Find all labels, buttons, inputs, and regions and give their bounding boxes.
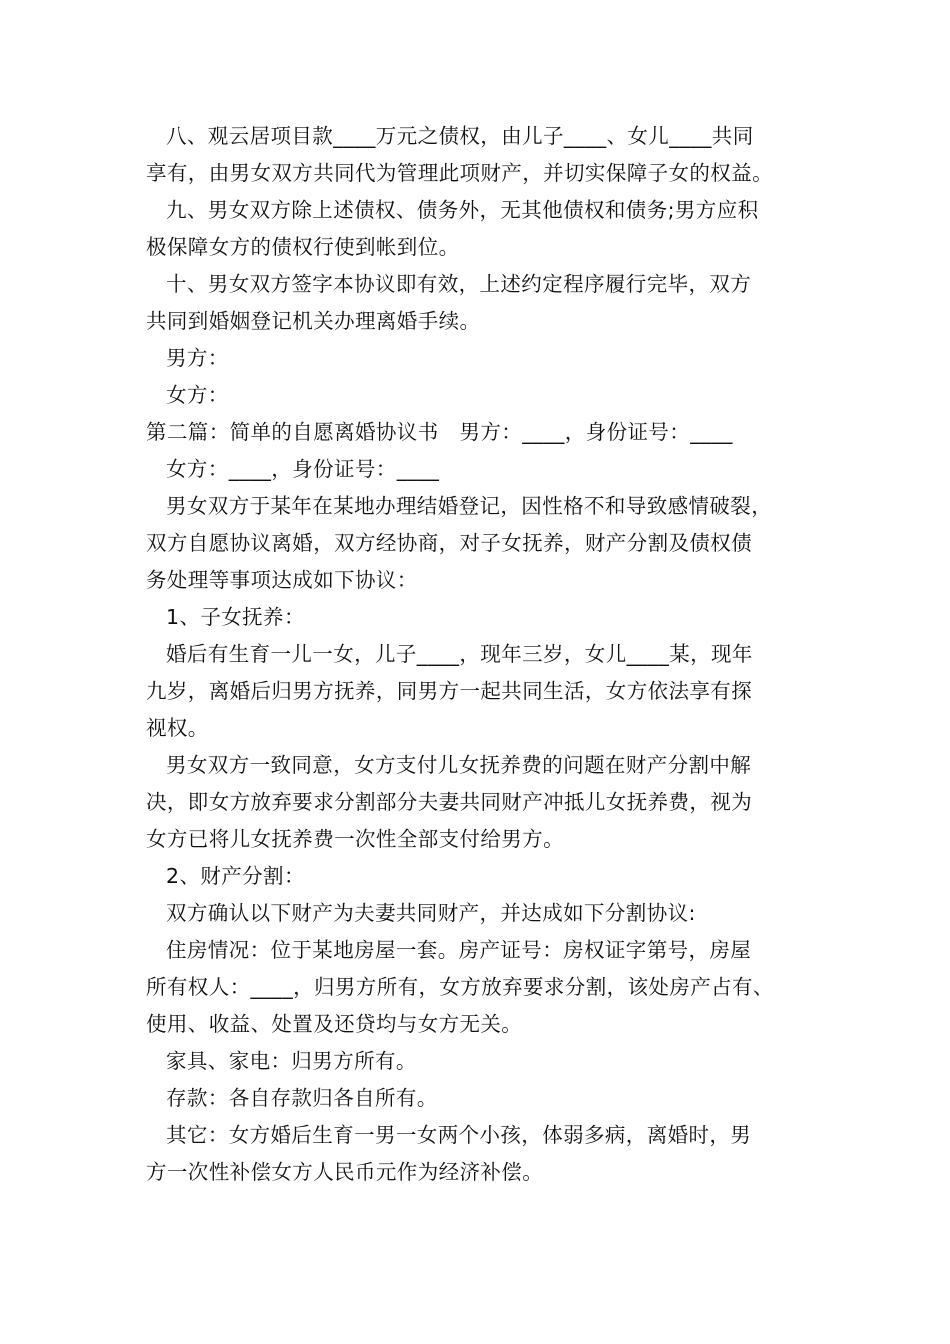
text-line: 极保障女方的债权行使到帐到位。 (146, 235, 460, 259)
text-line: 享有，由男女双方共同代为管理此项财产，并切实保障子女的权益。 (146, 161, 773, 185)
text-line: 存款：各自存款归各自所有。 (166, 1086, 438, 1110)
text-line: 八、观云居项目款____万元之债权，由儿子____、女儿____共同 (166, 124, 754, 148)
text-line: 男女双方一致同意，女方支付儿女抚养费的问题在财产分割中解 (166, 753, 752, 777)
text-line: 务处理等事项达成如下协议： (146, 568, 418, 592)
text-line: 女方：____，身份证号：____ (166, 457, 440, 481)
text-line: 家具、家电：归男方所有。 (166, 1049, 417, 1073)
document-body (146, 118, 816, 1191)
text-line: 方一次性补偿女方人民币元作为经济补偿。 (146, 1160, 544, 1184)
text-line: 共同到婚姻登记机关办理离婚手续。 (146, 309, 481, 333)
text-line: 九岁，离婚后归男方抚养，同男方一起共同生活，女方依法享有探 (146, 679, 753, 703)
text-line: 所有权人：____，归男方所有，女方放弃要求分割，该处房产占有、 (146, 975, 774, 999)
text-line: 住房情况：位于某地房屋一套。房产证号：房权证字第号，房屋 (166, 938, 752, 962)
text-line: 使用、收益、处置及还贷均与女方无关。 (146, 1012, 523, 1036)
text-line: 十、男女双方签字本协议即有效，上述约定程序履行完毕，双方 (166, 272, 752, 296)
text-line: 女方： (166, 383, 229, 407)
text-line: 决，即女方放弃要求分割部分夫妻共同财产冲抵儿女抚养费，视为 (146, 790, 753, 814)
text-line: 男女双方于某年在某地办理结婚登记，因性格不和导致感情破裂， (166, 494, 773, 518)
text-line: 视权。 (146, 716, 209, 740)
text-line: 第二篇：简单的自愿离婚协议书 男方：____，身份证号：____ (146, 420, 733, 444)
text-line: 1、子女抚养： (166, 605, 305, 629)
text-line: 九、男女双方除上述债权、债务外，无其他债权和债务;男方应积 (166, 198, 759, 222)
text-line: 婚后有生育一儿一女，儿子____，现年三岁，女儿____某，现年 (166, 642, 753, 666)
text-line: 双方自愿协议离婚，双方经协商，对子女抚养，财产分割及债权债 (146, 531, 753, 555)
text-line: 女方已将儿女抚养费一次性全部支付给男方。 (146, 827, 564, 851)
text-line: 男方： (166, 346, 229, 370)
text-line: 2、财产分割： (166, 864, 305, 888)
text-line: 双方确认以下财产为夫妻共同财产，并达成如下分割协议: (166, 901, 696, 925)
text-line: 其它：女方婚后生育一男一女两个小孩，体弱多病，离婚时，男 (166, 1123, 752, 1147)
